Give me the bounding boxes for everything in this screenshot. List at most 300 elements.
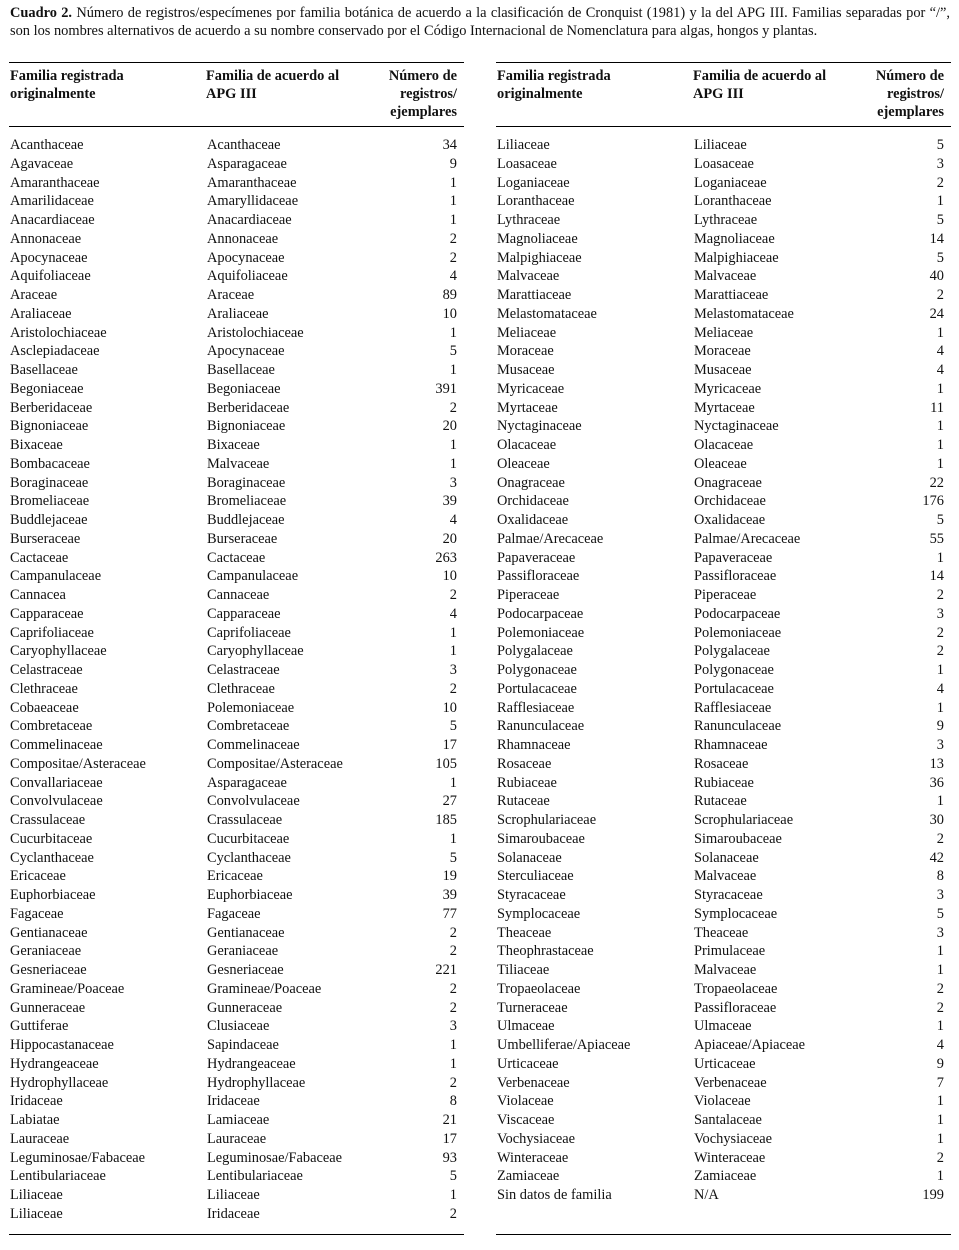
record-count-cell: 1 xyxy=(449,643,457,660)
apg-family-cell: Bromeliaceae xyxy=(207,493,287,510)
table-row xyxy=(497,324,944,343)
table-row xyxy=(497,492,944,511)
apg-family-cell: Berberidaceae xyxy=(207,399,290,416)
apg-family-cell: Amaryllidaceae xyxy=(207,193,299,210)
caption-text: Número de registros/especímenes por familia botánica de acuerdo a la clasificación de Cronquist (1981) y la del APG III. Familias separadas por “/”, son los nombres alternativos de acuerdo a su nombre conservado por el Código Internacional de Nomenclatura para algas, hongos y plantas. xyxy=(10,5,950,39)
right-header-rule xyxy=(496,126,951,127)
apg-family-cell: Simaroubaceae xyxy=(694,830,782,847)
apg-family-cell: Myricaceae xyxy=(694,380,762,397)
apg-family-cell: Malvaceae xyxy=(694,868,757,885)
apg-family-cell: Liliaceae xyxy=(694,137,747,153)
apg-family-cell: Polygonaceae xyxy=(694,662,774,678)
table-row xyxy=(10,1167,457,1186)
record-count-cell: 1 xyxy=(936,437,944,453)
original-family-cell: Podocarpaceae xyxy=(497,605,584,622)
record-count-cell: 2 xyxy=(936,1149,944,1166)
right-header-original-family: Familia registrada originalmente xyxy=(497,68,611,102)
table-row xyxy=(497,586,944,605)
original-family-cell: Gesneriaceae xyxy=(10,962,87,978)
table-row xyxy=(497,699,944,718)
apg-family-cell: Campanulaceae xyxy=(207,568,299,585)
table-row xyxy=(10,642,457,661)
table-row xyxy=(10,436,457,455)
table-row xyxy=(10,1205,457,1224)
record-count-cell: 391 xyxy=(435,380,457,397)
record-count-cell: 3 xyxy=(936,924,944,941)
record-count-cell: 1 xyxy=(449,455,457,472)
table-row xyxy=(497,1055,944,1074)
table-row xyxy=(497,1167,944,1186)
table-row xyxy=(497,886,944,905)
table-row xyxy=(10,286,457,305)
apg-family-cell: Aristolochiaceae xyxy=(207,324,304,341)
table-row xyxy=(10,942,457,961)
original-family-cell: Bignoniaceae xyxy=(10,418,89,435)
record-count-cell: 1 xyxy=(936,193,944,210)
original-family-cell: Violaceae xyxy=(497,1093,554,1110)
table-row xyxy=(497,230,944,249)
original-family-cell: Polygalaceae xyxy=(497,643,573,660)
record-count-cell: 2 xyxy=(449,999,457,1016)
record-count-cell: 2 xyxy=(449,399,457,416)
table-row xyxy=(10,792,457,811)
record-count-cell: 5 xyxy=(936,249,944,266)
apg-family-cell: Myrtaceae xyxy=(694,399,755,416)
table-row xyxy=(10,305,457,324)
original-family-cell: Styracaceae xyxy=(497,887,566,903)
apg-family-cell: Verbenaceae xyxy=(694,1074,767,1091)
table-row xyxy=(497,549,944,568)
original-family-cell: Sterculiaceae xyxy=(497,868,574,885)
apg-family-cell: Araliaceae xyxy=(207,305,269,322)
original-family-cell: Euphorbiaceae xyxy=(10,887,96,903)
record-count-cell: 199 xyxy=(922,1187,944,1203)
original-family-cell: Burseraceae xyxy=(10,530,81,547)
record-count-cell: 93 xyxy=(442,1149,457,1166)
record-count-cell: 2 xyxy=(936,287,944,303)
apg-family-cell: Iridaceae xyxy=(207,1093,260,1110)
original-family-cell: Convolvulaceae xyxy=(10,793,103,810)
original-family-cell: Gentianaceae xyxy=(10,924,88,941)
original-family-cell: Loasaceae xyxy=(497,155,557,172)
record-count-cell: 1 xyxy=(936,1093,944,1110)
original-family-cell: Acanthaceae xyxy=(10,137,84,153)
apg-family-cell: Caryophyllaceae xyxy=(207,643,304,660)
original-family-cell: Rosaceae xyxy=(497,755,552,772)
original-family-cell: Clethraceae xyxy=(10,680,78,697)
table-row xyxy=(10,136,457,155)
record-count-cell: 2 xyxy=(449,1205,457,1222)
apg-family-cell: Meliaceae xyxy=(694,324,754,341)
record-count-cell: 1 xyxy=(936,662,944,678)
apg-family-cell: Lauraceae xyxy=(207,1130,267,1147)
record-count-cell: 14 xyxy=(929,230,944,247)
original-family-cell: Iridaceae xyxy=(10,1093,63,1110)
original-family-cell: Amarilidaceae xyxy=(10,193,94,210)
original-family-cell: Lentibulariaceae xyxy=(10,1168,106,1185)
left-header-rule xyxy=(9,126,464,127)
table-row xyxy=(10,849,457,868)
original-family-cell: Theophrastaceae xyxy=(497,943,594,960)
original-family-cell: Gunneraceae xyxy=(10,999,86,1016)
table-row xyxy=(497,211,944,230)
table-row xyxy=(10,1092,457,1111)
record-count-cell: 42 xyxy=(929,849,944,866)
apg-family-cell: Zamiaceae xyxy=(694,1168,757,1185)
original-family-cell: Tiliaceae xyxy=(497,962,550,978)
record-count-cell: 7 xyxy=(936,1074,944,1091)
record-count-cell: 9 xyxy=(936,1055,944,1072)
original-family-cell: Malvaceae xyxy=(497,268,560,285)
original-family-cell: Crassulaceae xyxy=(10,812,86,828)
table-row xyxy=(497,1186,944,1205)
original-family-cell: Apocynaceae xyxy=(10,249,88,266)
original-family-cell: Lauraceae xyxy=(10,1130,70,1147)
table-row xyxy=(497,155,944,174)
record-count-cell: 1 xyxy=(936,380,944,397)
table-row xyxy=(10,1186,457,1205)
table-row xyxy=(10,155,457,174)
original-family-cell: Loranthaceae xyxy=(497,193,575,210)
original-family-cell: Bixaceae xyxy=(10,437,63,453)
table-row xyxy=(10,511,457,530)
table-row xyxy=(497,661,944,680)
original-family-cell: Oxalidaceae xyxy=(497,512,569,528)
table-row xyxy=(10,961,457,980)
table-row xyxy=(10,342,457,361)
table-row xyxy=(497,736,944,755)
table-row xyxy=(10,999,457,1018)
apg-family-cell: Polemoniaceae xyxy=(207,699,295,716)
apg-family-cell: Styracaceae xyxy=(694,887,763,903)
record-count-cell: 19 xyxy=(442,868,457,885)
apg-family-cell: Passifloraceae xyxy=(694,568,777,585)
apg-family-cell: Oxalidaceae xyxy=(694,512,766,528)
original-family-cell: Araceae xyxy=(10,287,58,303)
original-family-cell: Berberidaceae xyxy=(10,399,93,416)
table-row xyxy=(497,1149,944,1168)
apg-family-cell: Bixaceae xyxy=(207,437,260,453)
table-row xyxy=(10,567,457,586)
table-row xyxy=(10,492,457,511)
record-count-cell: 2 xyxy=(449,249,457,266)
record-count-cell: 1 xyxy=(936,1168,944,1185)
right-header-apg-family: Familia de acuerdo al APG III xyxy=(693,68,827,102)
record-count-cell: 5 xyxy=(936,905,944,922)
record-count-cell: 27 xyxy=(442,793,457,810)
apg-family-cell: Combretaceae xyxy=(207,718,290,735)
original-family-cell: Bombacaceae xyxy=(10,455,90,472)
original-family-cell: Gramineae/Poaceae xyxy=(10,980,125,997)
record-count-cell: 5 xyxy=(936,212,944,228)
apg-family-cell: Malvaceae xyxy=(694,962,757,978)
original-family-cell: Turneraceae xyxy=(497,999,568,1016)
original-family-cell: Liliaceae xyxy=(497,137,550,153)
record-count-cell: 1 xyxy=(449,774,457,791)
record-count-cell: 13 xyxy=(929,755,944,772)
original-family-cell: Commelinaceae xyxy=(10,737,103,753)
table-row xyxy=(10,174,457,193)
table-row xyxy=(10,605,457,624)
original-family-cell: Piperaceae xyxy=(497,587,560,603)
record-count-cell: 1 xyxy=(936,962,944,978)
apg-family-cell: Melastomataceae xyxy=(694,305,794,322)
table-row xyxy=(10,736,457,755)
table-row xyxy=(497,174,944,193)
table-row xyxy=(497,286,944,305)
original-family-cell: Sin datos de familia xyxy=(497,1187,612,1203)
record-count-cell: 3 xyxy=(449,474,457,491)
record-count-cell: 4 xyxy=(449,268,457,285)
record-count-cell: 5 xyxy=(449,718,457,735)
original-family-cell: Rutaceae xyxy=(497,793,550,810)
apg-family-cell: Cactaceae xyxy=(207,549,266,566)
table-row xyxy=(10,699,457,718)
left-table-body xyxy=(10,136,457,1224)
table-row xyxy=(10,924,457,943)
original-family-cell: Buddlejaceae xyxy=(10,512,88,528)
record-count-cell: 4 xyxy=(449,512,457,528)
apg-family-cell: Iridaceae xyxy=(207,1205,260,1222)
original-family-cell: Rafflesiaceae xyxy=(497,699,575,716)
apg-family-cell: Begoniaceae xyxy=(207,380,281,397)
table-row xyxy=(10,1149,457,1168)
record-count-cell: 2 xyxy=(449,587,457,603)
table-row xyxy=(10,549,457,568)
original-family-cell: Musaceae xyxy=(497,362,555,378)
original-family-cell: Rhamnaceae xyxy=(497,737,571,753)
original-family-cell: Aquifoliaceae xyxy=(10,268,91,285)
original-family-cell: Liliaceae xyxy=(10,1187,63,1203)
table-row xyxy=(10,905,457,924)
table-caption xyxy=(10,4,950,40)
apg-family-cell: Podocarpaceae xyxy=(694,605,781,622)
record-count-cell: 39 xyxy=(442,887,457,903)
right-top-rule xyxy=(496,62,951,63)
table-row xyxy=(10,267,457,286)
table-row xyxy=(10,680,457,699)
record-count-cell: 105 xyxy=(435,755,457,772)
apg-family-cell: Urticaceae xyxy=(694,1055,756,1072)
original-family-cell: Theaceae xyxy=(497,924,552,941)
apg-family-cell: Apiaceae/Apiaceae xyxy=(694,1037,806,1053)
original-family-cell: Myrtaceae xyxy=(497,399,558,416)
original-family-cell: Oleaceae xyxy=(497,455,550,472)
record-count-cell: 4 xyxy=(936,1037,944,1053)
apg-family-cell: Gentianaceae xyxy=(207,924,285,941)
record-count-cell: 3 xyxy=(449,662,457,678)
table-row xyxy=(497,642,944,661)
apg-family-cell: Ulmaceae xyxy=(694,1018,752,1035)
table-row xyxy=(10,474,457,493)
apg-family-cell: Clusiaceae xyxy=(207,1018,270,1035)
record-count-cell: 176 xyxy=(922,493,944,510)
table-row xyxy=(10,624,457,643)
apg-family-cell: Moraceae xyxy=(694,343,751,360)
original-family-cell: Leguminosae/Fabaceae xyxy=(10,1149,146,1166)
original-family-cell: Viscaceae xyxy=(497,1112,555,1128)
record-count-cell: 1 xyxy=(449,1037,457,1053)
record-count-cell: 77 xyxy=(442,905,457,922)
apg-family-cell: Passifloraceae xyxy=(694,999,777,1016)
apg-family-cell: Boraginaceae xyxy=(207,474,286,491)
record-count-cell: 3 xyxy=(936,887,944,903)
apg-family-cell: Aquifoliaceae xyxy=(207,268,288,285)
original-family-cell: Cannacea xyxy=(10,587,66,603)
original-family-cell: Winteraceae xyxy=(497,1149,569,1166)
original-family-cell: Begoniaceae xyxy=(10,380,84,397)
original-family-cell: Caryophyllaceae xyxy=(10,643,107,660)
original-family-cell: Hydrangeaceae xyxy=(10,1055,99,1072)
record-count-cell: 40 xyxy=(929,268,944,285)
apg-family-cell: Magnoliaceae xyxy=(694,230,775,247)
apg-family-cell: Cannaceae xyxy=(207,587,270,603)
record-count-cell: 1 xyxy=(449,1055,457,1072)
original-family-cell: Basellaceae xyxy=(10,362,78,378)
record-count-cell: 2 xyxy=(449,924,457,941)
original-family-cell: Hydrophyllaceae xyxy=(10,1074,109,1091)
apg-family-cell: Malvaceae xyxy=(694,268,757,285)
apg-family-cell: Santalaceae xyxy=(694,1112,762,1128)
right-header-count: Número de registros/ ejemplares xyxy=(875,68,944,120)
record-count-cell: 3 xyxy=(449,1018,457,1035)
apg-family-cell: Lythraceae xyxy=(694,212,758,228)
original-family-cell: Geraniaceae xyxy=(10,943,82,960)
original-family-cell: Araliaceae xyxy=(10,305,72,322)
apg-family-cell: Primulaceae xyxy=(694,943,766,960)
original-family-cell: Solanaceae xyxy=(497,849,562,866)
apg-family-cell: Convolvulaceae xyxy=(207,793,300,810)
apg-family-cell: Nyctaginaceae xyxy=(694,418,779,435)
original-family-cell: Fagaceae xyxy=(10,905,64,922)
original-family-cell: Annonaceae xyxy=(10,230,82,247)
table-row xyxy=(497,867,944,886)
record-count-cell: 3 xyxy=(936,737,944,753)
table-row xyxy=(497,1074,944,1093)
record-count-cell: 2 xyxy=(449,1074,457,1091)
apg-family-cell: Gramineae/Poaceae xyxy=(207,980,322,997)
apg-family-cell: Rafflesiaceae xyxy=(694,699,772,716)
table-row xyxy=(497,455,944,474)
record-count-cell: 1 xyxy=(449,437,457,453)
left-header-apg-family: Familia de acuerdo al APG III xyxy=(206,68,340,102)
record-count-cell: 1 xyxy=(936,1018,944,1035)
left-top-rule xyxy=(9,62,464,63)
table-row xyxy=(10,586,457,605)
table-row xyxy=(497,980,944,999)
table-row xyxy=(10,1074,457,1093)
original-family-cell: Agavaceae xyxy=(10,155,74,172)
record-count-cell: 8 xyxy=(936,868,944,885)
table-row xyxy=(10,230,457,249)
apg-family-cell: Tropaeolaceae xyxy=(694,980,778,997)
apg-family-cell: Marattiaceae xyxy=(694,287,769,303)
record-count-cell: 24 xyxy=(929,305,944,322)
record-count-cell: 9 xyxy=(936,718,944,735)
apg-family-cell: Gesneriaceae xyxy=(207,962,284,978)
table-row xyxy=(10,1055,457,1074)
left-header-original-family: Familia registrada originalmente xyxy=(10,68,124,102)
original-family-cell: Melastomataceae xyxy=(497,305,597,322)
original-family-cell: Polemoniaceae xyxy=(497,624,585,641)
apg-family-cell: Basellaceae xyxy=(207,362,275,378)
record-count-cell: 4 xyxy=(936,362,944,378)
record-count-cell: 2 xyxy=(936,587,944,603)
record-count-cell: 2 xyxy=(936,999,944,1016)
original-family-cell: Symplocaceae xyxy=(497,905,581,922)
original-family-cell: Tropaeolaceae xyxy=(497,980,581,997)
apg-family-cell: Malpighiaceae xyxy=(694,249,779,266)
record-count-cell: 11 xyxy=(930,399,944,416)
table-row xyxy=(497,774,944,793)
record-count-cell: 221 xyxy=(435,962,457,978)
record-count-cell: 1 xyxy=(449,212,457,228)
record-count-cell: 5 xyxy=(449,849,457,866)
original-family-cell: Palmae/Arecaceae xyxy=(497,530,604,547)
table-row xyxy=(10,980,457,999)
apg-family-cell: Clethraceae xyxy=(207,680,275,697)
apg-family-cell: Asparagaceae xyxy=(207,155,287,172)
original-family-cell: Cobaeaceae xyxy=(10,699,79,716)
table-row xyxy=(497,830,944,849)
record-count-cell: 5 xyxy=(936,512,944,528)
record-count-cell: 2 xyxy=(936,830,944,847)
apg-family-cell: Loganiaceae xyxy=(694,174,767,191)
apg-family-cell: Vochysiaceae xyxy=(694,1130,773,1147)
apg-family-cell: Cyclanthaceae xyxy=(207,849,291,866)
left-header-count: Número de registros/ ejemplares xyxy=(388,68,457,120)
original-family-cell: Malpighiaceae xyxy=(497,249,582,266)
original-family-cell: Cactaceae xyxy=(10,549,69,566)
table-row xyxy=(497,942,944,961)
apg-family-cell: Piperaceae xyxy=(694,587,757,603)
table-row xyxy=(497,999,944,1018)
apg-family-cell: Annonaceae xyxy=(207,230,279,247)
original-family-cell: Labiatae xyxy=(10,1112,60,1128)
apg-family-cell: Malvaceae xyxy=(207,455,270,472)
record-count-cell: 2 xyxy=(936,643,944,660)
original-family-cell: Campanulaceae xyxy=(10,568,102,585)
table-row xyxy=(10,324,457,343)
apg-family-cell: Orchidaceae xyxy=(694,493,766,510)
record-count-cell: 185 xyxy=(435,812,457,828)
original-family-cell: Aristolochiaceae xyxy=(10,324,107,341)
apg-family-cell: Commelinaceae xyxy=(207,737,300,753)
record-count-cell: 1 xyxy=(449,362,457,378)
record-count-cell: 20 xyxy=(442,530,457,547)
table-row xyxy=(497,399,944,418)
original-family-cell: Cyclanthaceae xyxy=(10,849,94,866)
apg-family-cell: Olacaceae xyxy=(694,437,754,453)
record-count-cell: 1 xyxy=(936,1130,944,1147)
table-row xyxy=(10,530,457,549)
record-count-cell: 2 xyxy=(449,943,457,960)
record-count-cell: 17 xyxy=(442,1130,457,1147)
record-count-cell: 5 xyxy=(936,137,944,153)
original-family-cell: Capparaceae xyxy=(10,605,84,622)
apg-family-cell: Leguminosae/Fabaceae xyxy=(207,1149,343,1166)
apg-family-cell: Palmae/Arecaceae xyxy=(694,530,801,547)
apg-family-cell: Caprifoliaceae xyxy=(207,624,291,641)
record-count-cell: 1 xyxy=(449,174,457,191)
original-family-cell: Myricaceae xyxy=(497,380,565,397)
table-row xyxy=(10,1130,457,1149)
table-row xyxy=(497,1036,944,1055)
table-row xyxy=(497,192,944,211)
original-family-cell: Celastraceae xyxy=(10,662,83,678)
original-family-cell: Guttiferae xyxy=(10,1018,69,1035)
apg-family-cell: Cucurbitaceae xyxy=(207,830,290,847)
